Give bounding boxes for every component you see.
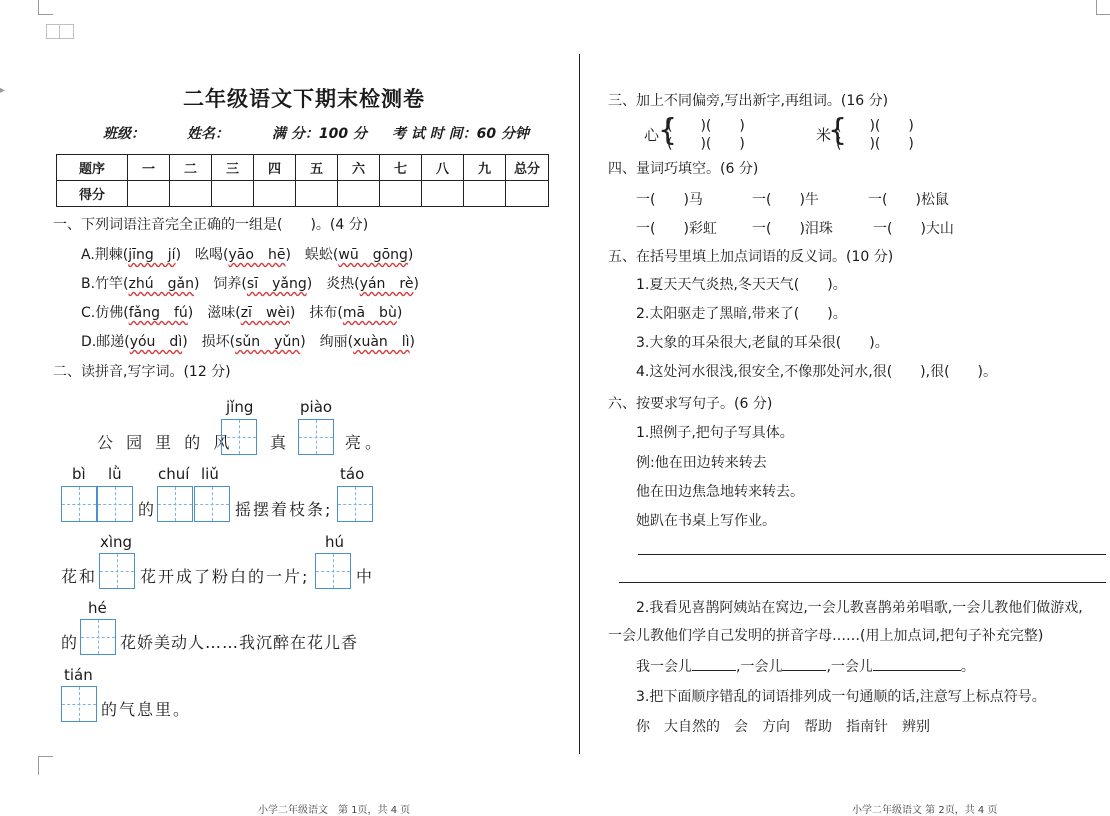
- question-5-heading: 五、在括号里填上加点词语的反义词。(10 分): [608, 249, 894, 265]
- measure-word-item: 一( )马: [636, 192, 703, 208]
- writing-box[interactable]: [157, 486, 193, 522]
- table-header-cell: 三: [212, 155, 254, 181]
- q1-option-d: D.邮递(yóu dì) 损坏(sǔn yǔn) 绚丽(xuàn lì): [81, 334, 416, 350]
- antonym-item: 3.大象的耳朵很大,老鼠的耳朵很( )。: [636, 335, 889, 351]
- antonym-item: 1.夏天天气炎热,冬天天气( )。: [636, 277, 847, 293]
- word-chip: 你: [636, 719, 650, 735]
- writing-box[interactable]: [61, 486, 97, 522]
- page-footer-right: 小学二年级语文 第 2页，共 4 页: [852, 805, 998, 816]
- prompt-sentence: 她趴在书桌上写作业。: [636, 513, 776, 529]
- table-header-cell: 一: [128, 155, 170, 181]
- table-header-cell: 二: [170, 155, 212, 181]
- class-label: 班级：: [103, 126, 145, 142]
- score-table: [56, 154, 549, 207]
- table-row-label: 得分: [57, 181, 128, 207]
- score-cell[interactable]: [338, 181, 380, 207]
- sentence-task-3: 3.把下面顺序错乱的词语排列成一句通顺的话,注意写上标点符号。: [636, 689, 1046, 705]
- passage-text: 的气息里。: [101, 700, 192, 719]
- question-6-heading: 六、按要求写句子。(6 分): [608, 396, 773, 412]
- fill-blank[interactable]: [873, 656, 961, 671]
- score-cell[interactable]: [422, 181, 464, 207]
- pinyin-label: xìng: [100, 533, 133, 551]
- writing-box[interactable]: [80, 619, 116, 655]
- pinyin-label: tián: [64, 666, 93, 684]
- measure-word-item: 一( )松鼠: [868, 192, 949, 208]
- pinyin-label: hú: [325, 533, 345, 551]
- question-3-heading: 三、加上不同偏旁,写出新字,再组词。(16 分): [608, 93, 889, 109]
- word-chip: 方向: [762, 719, 790, 735]
- measure-word-item: 一( )大山: [873, 221, 954, 237]
- q1-option-b: B.竹竿(zhú gǎn) 饲养(sī yǎng) 炎热(yán rè): [81, 276, 419, 292]
- fill-blank-row: ( )( ): [836, 136, 914, 152]
- pinyin-label: piào: [300, 398, 333, 416]
- word-chip: 会: [734, 719, 748, 735]
- pinyin-label: táo: [340, 465, 365, 483]
- question-2-heading: 二、读拼音,写字词。(12 分): [53, 364, 231, 380]
- writing-box[interactable]: [194, 486, 230, 522]
- score-cell[interactable]: [254, 181, 296, 207]
- example-sentence: 例:他在田边转来转去: [636, 455, 767, 471]
- radical-char: 心: [644, 126, 660, 144]
- q1-option-c: C.仿佛(fǎng fú) 滋味(zī wèi) 抹布(mā bù): [81, 305, 403, 321]
- writing-box[interactable]: [298, 419, 334, 455]
- page-icon[interactable]: [46, 24, 74, 39]
- pinyin-label: chuí: [158, 465, 190, 483]
- crop-mark: [38, 756, 53, 775]
- q1-option-a: A.荆棘(jīng jí) 吆喝(yāo hē) 蜈蚣(wū gōng): [81, 247, 414, 263]
- brace-icon: {: [658, 113, 678, 148]
- score-cell[interactable]: [296, 181, 338, 207]
- antonym-item: 4.这处河水很浅,很安全,不像那处河水,很( ),很( )。: [636, 364, 998, 380]
- passage-text: 花和: [61, 567, 98, 586]
- writing-box[interactable]: [221, 419, 257, 455]
- scrambled-words: [636, 716, 930, 736]
- pinyin-label: liǔ: [201, 465, 219, 483]
- table-header-cell: 四: [254, 155, 296, 181]
- writing-box[interactable]: [61, 686, 97, 722]
- score-cell[interactable]: [506, 181, 549, 207]
- sentence-task-2: 2.我看见喜鹊阿姨站在窝边,一会儿教喜鹊弟弟唱歌,一会儿教他们做游戏,: [636, 600, 1083, 616]
- word-chip: 帮助: [804, 719, 832, 735]
- writing-box[interactable]: [99, 553, 135, 589]
- table-header-cell: 题序: [57, 155, 128, 181]
- fill-text: ,一会儿: [736, 659, 783, 675]
- sentence-task-2-cont: 一会儿教他们学自己发明的拼音字母……(用上加点词,把句子补充完整): [608, 628, 1044, 644]
- fill-blank-row: ( )( ): [667, 118, 745, 134]
- example-answer: 他在田边焦急地转来转去。: [636, 484, 804, 500]
- table-header-cell: 五: [296, 155, 338, 181]
- exam-time-label: 考 试 时 间：60 分钟: [392, 126, 529, 142]
- fill-blank[interactable]: [692, 656, 736, 671]
- score-cell[interactable]: [380, 181, 422, 207]
- radical-char: 米: [816, 126, 832, 144]
- table-row: [57, 155, 549, 181]
- crop-mark: [38, 0, 53, 15]
- score-cell[interactable]: [464, 181, 506, 207]
- measure-word-item: 一( )彩虹: [636, 221, 717, 237]
- page-title: 二年级语文下期末检测卷: [183, 86, 425, 111]
- sentence-task-1: 1.照例子,把句子写具体。: [636, 425, 794, 441]
- table-header-cell: 总分: [506, 155, 549, 181]
- page-footer-left: 小学二年级语文 第 1页，共 4 页: [258, 805, 411, 816]
- pinyin-label: jǐng: [226, 398, 254, 416]
- passage-text: 亮。: [345, 433, 386, 452]
- answer-line[interactable]: [638, 554, 1106, 555]
- passage-text: 花娇美动人……我沉醉在花儿香: [120, 633, 359, 652]
- student-info: [103, 123, 543, 143]
- fill-text: 。: [960, 659, 975, 675]
- writing-box[interactable]: [97, 486, 133, 522]
- passage-text: 公 园 里 的 风: [97, 433, 234, 452]
- fill-text: ,一会儿: [826, 659, 873, 675]
- question-1-heading: 一、下列词语注音完全正确的一组是( )。(4 分): [53, 217, 369, 233]
- table-header-cell: 九: [464, 155, 506, 181]
- crop-mark: [1096, 0, 1110, 15]
- score-cell[interactable]: [128, 181, 170, 207]
- word-chip: 辨别: [902, 719, 930, 735]
- fill-blank-row: ( )( ): [836, 118, 914, 134]
- word-chip: 大自然的: [664, 719, 720, 735]
- measure-word-item: 一( )牛: [752, 192, 819, 208]
- answer-line[interactable]: [619, 582, 1106, 583]
- table-header-cell: 六: [338, 155, 380, 181]
- fill-blank-row: ( )( ): [667, 136, 745, 152]
- question-4-heading: 四、量词巧填空。(6 分): [608, 161, 759, 177]
- brace-icon: {: [828, 113, 848, 148]
- passage-text: 真: [270, 433, 291, 452]
- passage-text: 的: [61, 633, 82, 652]
- side-arrow-icon[interactable]: ▸: [0, 85, 6, 96]
- full-score-label: 满 分：100 分: [272, 126, 367, 142]
- measure-word-item: 一( )泪珠: [752, 221, 833, 237]
- word-chip: 指南针: [846, 719, 888, 735]
- pinyin-label: hé: [88, 599, 107, 617]
- pinyin-label: lǜ: [108, 465, 122, 483]
- score-cell[interactable]: [212, 181, 254, 207]
- table-row: [57, 181, 549, 207]
- passage-text: 花开成了粉白的一片;: [140, 567, 310, 586]
- passage-text: 的: [138, 500, 159, 519]
- table-header-cell: 七: [380, 155, 422, 181]
- pinyin-label: bì: [72, 465, 86, 483]
- antonym-item: 2.太阳驱走了黑暗,带来了( )。: [636, 306, 847, 322]
- writing-box[interactable]: [315, 553, 351, 589]
- fill-sentence: [636, 656, 975, 676]
- page-icon-divider: [59, 24, 60, 39]
- table-header-cell: 八: [422, 155, 464, 181]
- writing-box[interactable]: [337, 486, 373, 522]
- page-divider: [579, 54, 580, 754]
- name-label: 姓名：: [187, 126, 229, 142]
- score-cell[interactable]: [170, 181, 212, 207]
- passage-text: 中: [356, 567, 377, 586]
- fill-blank[interactable]: [782, 656, 826, 671]
- fill-text: 我一会儿: [636, 659, 692, 675]
- passage-text: 摇摆着枝条;: [235, 500, 333, 519]
